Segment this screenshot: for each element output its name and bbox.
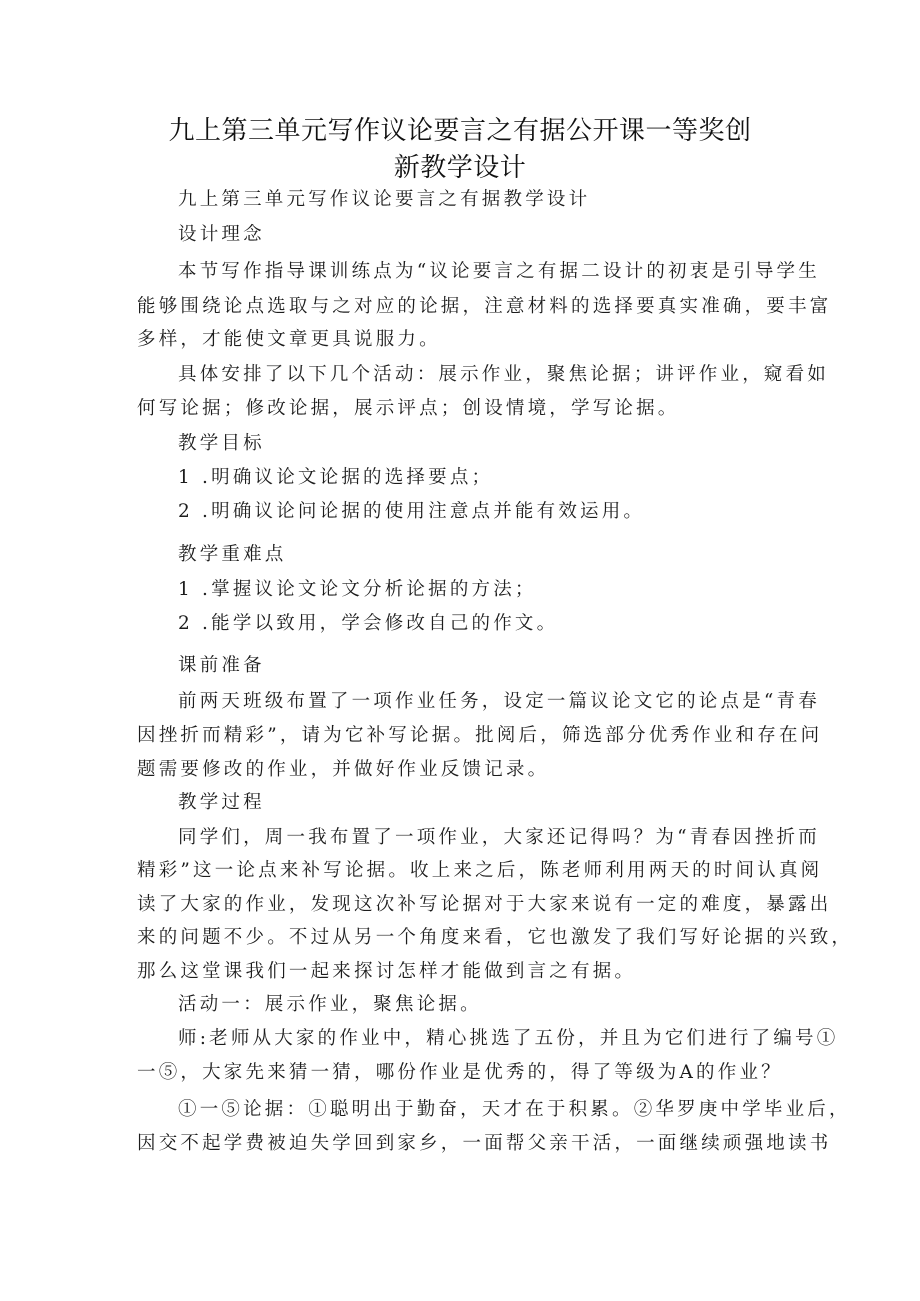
document-title-line-1: 九上第三单元写作议论要言之有据公开课一等奖创 <box>168 116 752 146</box>
section-heading: 教学重难点 <box>178 544 287 565</box>
paragraph-line: 前两天班级布置了一项作业任务，设定一篇议论文它的论点是“青春 <box>178 691 820 712</box>
paragraph-line: 能够围绕论点选取与之对应的论据，注意材料的选择要真实准确，要丰富 <box>137 296 832 317</box>
paragraph-line: 来的问题不少。不过从另一个角度来看，它也激发了我们写好论据的兴致， <box>137 927 854 948</box>
section-heading: 设计理念 <box>178 224 265 245</box>
paragraph-line: 因交不起学费被迫失学回到家乡，一面帮父亲干活，一面继续顽强地读书 <box>137 1133 832 1154</box>
list-item: 2 .明确议论问论据的使用注意点并能有效运用。 <box>178 501 646 522</box>
section-heading: 活动一：展示作业，聚焦论据。 <box>178 994 482 1015</box>
paragraph-line: 多样，才能使文章更具说服力。 <box>137 329 441 350</box>
paragraph-line: 具体安排了以下几个活动：展示作业，聚焦论据；讲评作业，窥看如 <box>178 364 830 385</box>
paragraph-line: 同学们，周一我布置了一项作业，大家还记得吗？为“青春因挫折而 <box>178 827 820 848</box>
section-heading: 教学目标 <box>178 433 265 454</box>
document-title-line-2: 新教学设计 <box>393 153 527 183</box>
list-item: 1 .掌握议论文论文分析论据的方法； <box>178 579 537 600</box>
paragraph-line: 师:老师从大家的作业中，精心挑选了五份，并且为它们进行了编号① <box>178 1028 839 1049</box>
list-item: 2 .能学以致用，学会修改自己的作文。 <box>178 613 559 634</box>
paragraph-line: 一⑤，大家先来猜一猜，哪份作业是优秀的，得了等级为A的作业？ <box>137 1062 783 1083</box>
list-item: 1 .明确议论文论据的选择要点； <box>178 467 494 488</box>
subtitle: 九上第三单元写作议论要言之有据教学设计 <box>178 189 591 210</box>
section-heading: 教学过程 <box>178 792 265 813</box>
paragraph-line: 何写论据；修改论据，展示评点；创设情境，学写论据。 <box>137 398 680 419</box>
paragraph-line: 本节写作指导课训练点为“议论要言之有据二设计的初衷是引导学生 <box>178 261 820 282</box>
paragraph-line: ①一⑤论据：①聪明出于勤奋，天才在于积累。②华罗庚中学毕业后， <box>178 1099 851 1120</box>
paragraph-line: 题需要修改的作业，并做好作业反馈记录。 <box>137 759 550 780</box>
paragraph-line: 因挫折而精彩”，请为它补写论据。批阅后，筛选部分优秀作业和存在问 <box>137 725 823 746</box>
paragraph-line: 精彩”这一论点来补写论据。收上来之后，陈老师利用两天的时间认真阅 <box>137 860 823 881</box>
paragraph-line: 读了大家的作业，发现这次补写论据对于大家来说有一定的难度，暴露出 <box>137 894 832 915</box>
paragraph-line: 那么这堂课我们一起来探讨怎样才能做到言之有据。 <box>137 961 637 982</box>
section-heading: 课前准备 <box>178 655 265 676</box>
